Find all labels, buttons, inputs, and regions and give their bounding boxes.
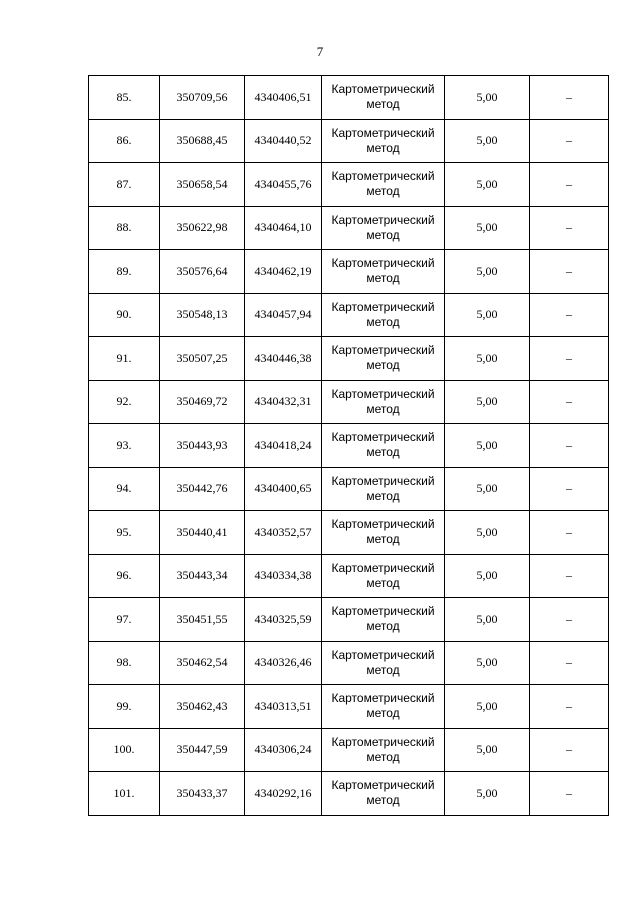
- method-cell: [322, 685, 445, 729]
- method-line-2: метод: [366, 227, 400, 242]
- table-row: [89, 772, 609, 816]
- y-coordinate-cell: 4340432,31: [245, 380, 322, 424]
- coordinates-table-body: [89, 76, 609, 816]
- method-cell: [322, 424, 445, 468]
- method-line-2: метод: [366, 575, 400, 590]
- description-cell: –: [530, 424, 609, 468]
- description-cell: –: [530, 641, 609, 685]
- table-row: [89, 119, 609, 163]
- method-line-2: метод: [366, 488, 400, 503]
- method-line-1: Картометрический: [331, 517, 435, 532]
- point-number-cell: 94.: [89, 467, 160, 511]
- point-number-cell: 92.: [89, 380, 160, 424]
- method-line-1: Картометрический: [331, 212, 435, 227]
- method-cell: [322, 641, 445, 685]
- method-line-2: метод: [366, 314, 400, 329]
- table-row: [89, 728, 609, 772]
- x-coordinate-cell: 350462,54: [160, 641, 245, 685]
- method-line-2: метод: [366, 401, 400, 416]
- x-coordinate-cell: 350688,45: [160, 119, 245, 163]
- y-coordinate-cell: 4340446,38: [245, 337, 322, 381]
- accuracy-cell: 5,00: [445, 685, 530, 729]
- method-line-2: метод: [366, 662, 400, 677]
- method-cell: [322, 163, 445, 207]
- y-coordinate-cell: 4340292,16: [245, 772, 322, 816]
- table-row: [89, 380, 609, 424]
- x-coordinate-cell: 350451,55: [160, 598, 245, 642]
- table-row: [89, 76, 609, 120]
- point-number-cell: 95.: [89, 511, 160, 555]
- method-line-2: метод: [366, 97, 400, 112]
- accuracy-cell: 5,00: [445, 119, 530, 163]
- method-cell: [322, 380, 445, 424]
- method-cell: [322, 293, 445, 337]
- method-cell: [322, 119, 445, 163]
- description-cell: –: [530, 119, 609, 163]
- description-cell: –: [530, 772, 609, 816]
- y-coordinate-cell: 4340326,46: [245, 641, 322, 685]
- page-number: 7: [316, 44, 324, 59]
- method-cell: [322, 511, 445, 555]
- method-line-1: Картометрический: [331, 343, 435, 358]
- accuracy-cell: 5,00: [445, 380, 530, 424]
- accuracy-cell: 5,00: [445, 206, 530, 250]
- method-line-2: метод: [366, 532, 400, 547]
- description-cell: –: [530, 293, 609, 337]
- table-row: [89, 467, 609, 511]
- method-line-1: Картометрический: [331, 604, 435, 619]
- method-line-2: метод: [366, 358, 400, 373]
- x-coordinate-cell: 350576,64: [160, 250, 245, 294]
- x-coordinate-cell: 350622,98: [160, 206, 245, 250]
- method-line-1: Картометрический: [331, 82, 435, 97]
- method-line-1: Картометрический: [331, 560, 435, 575]
- method-cell: [322, 76, 445, 120]
- method-line-2: метод: [366, 445, 400, 460]
- method-line-1: Картометрический: [331, 386, 435, 401]
- coordinates-table: [88, 75, 609, 816]
- y-coordinate-cell: 4340418,24: [245, 424, 322, 468]
- x-coordinate-cell: 350548,13: [160, 293, 245, 337]
- accuracy-cell: 5,00: [445, 598, 530, 642]
- x-coordinate-cell: 350443,34: [160, 554, 245, 598]
- description-cell: –: [530, 467, 609, 511]
- table-row: [89, 685, 609, 729]
- x-coordinate-cell: 350447,59: [160, 728, 245, 772]
- method-cell: [322, 772, 445, 816]
- y-coordinate-cell: 4340457,94: [245, 293, 322, 337]
- description-cell: –: [530, 76, 609, 120]
- x-coordinate-cell: 350658,54: [160, 163, 245, 207]
- table-row: [89, 554, 609, 598]
- y-coordinate-cell: 4340406,51: [245, 76, 322, 120]
- x-coordinate-cell: 350469,72: [160, 380, 245, 424]
- point-number-cell: 101.: [89, 772, 160, 816]
- method-line-2: метод: [366, 749, 400, 764]
- accuracy-cell: 5,00: [445, 250, 530, 294]
- method-line-1: Картометрический: [331, 734, 435, 749]
- y-coordinate-cell: 4340464,10: [245, 206, 322, 250]
- accuracy-cell: 5,00: [445, 772, 530, 816]
- point-number-cell: 85.: [89, 76, 160, 120]
- table-row: [89, 293, 609, 337]
- method-line-2: метод: [366, 140, 400, 155]
- accuracy-cell: 5,00: [445, 728, 530, 772]
- method-line-2: метод: [366, 706, 400, 721]
- accuracy-cell: 5,00: [445, 424, 530, 468]
- point-number-cell: 100.: [89, 728, 160, 772]
- y-coordinate-cell: 4340313,51: [245, 685, 322, 729]
- description-cell: –: [530, 554, 609, 598]
- point-number-cell: 93.: [89, 424, 160, 468]
- point-number-cell: 86.: [89, 119, 160, 163]
- accuracy-cell: 5,00: [445, 293, 530, 337]
- table-row: [89, 206, 609, 250]
- point-number-cell: 88.: [89, 206, 160, 250]
- description-cell: –: [530, 685, 609, 729]
- method-line-1: Картометрический: [331, 256, 435, 271]
- point-number-cell: 97.: [89, 598, 160, 642]
- y-coordinate-cell: 4340334,38: [245, 554, 322, 598]
- accuracy-cell: 5,00: [445, 337, 530, 381]
- table-row: [89, 424, 609, 468]
- method-line-1: Картометрический: [331, 647, 435, 662]
- method-line-1: Картометрический: [331, 430, 435, 445]
- method-line-2: метод: [366, 619, 400, 634]
- method-cell: [322, 728, 445, 772]
- description-cell: –: [530, 206, 609, 250]
- description-cell: –: [530, 728, 609, 772]
- description-cell: –: [530, 337, 609, 381]
- point-number-cell: 96.: [89, 554, 160, 598]
- table-row: [89, 250, 609, 294]
- method-line-1: Картометрический: [331, 473, 435, 488]
- point-number-cell: 98.: [89, 641, 160, 685]
- method-cell: [322, 250, 445, 294]
- point-number-cell: 89.: [89, 250, 160, 294]
- method-cell: [322, 554, 445, 598]
- accuracy-cell: 5,00: [445, 467, 530, 511]
- y-coordinate-cell: 4340462,19: [245, 250, 322, 294]
- point-number-cell: 99.: [89, 685, 160, 729]
- table-row: [89, 511, 609, 555]
- accuracy-cell: 5,00: [445, 641, 530, 685]
- table-row: [89, 337, 609, 381]
- description-cell: –: [530, 380, 609, 424]
- point-number-cell: 91.: [89, 337, 160, 381]
- method-line-1: Картометрический: [331, 169, 435, 184]
- method-cell: [322, 598, 445, 642]
- table-row: [89, 163, 609, 207]
- description-cell: –: [530, 250, 609, 294]
- accuracy-cell: 5,00: [445, 511, 530, 555]
- table-row: [89, 598, 609, 642]
- method-cell: [322, 467, 445, 511]
- method-line-1: Картометрический: [331, 299, 435, 314]
- method-cell: [322, 337, 445, 381]
- method-line-1: Картометрический: [331, 691, 435, 706]
- x-coordinate-cell: 350507,25: [160, 337, 245, 381]
- y-coordinate-cell: 4340306,24: [245, 728, 322, 772]
- description-cell: –: [530, 163, 609, 207]
- accuracy-cell: 5,00: [445, 554, 530, 598]
- method-line-2: метод: [366, 271, 400, 286]
- point-number-cell: 90.: [89, 293, 160, 337]
- y-coordinate-cell: 4340325,59: [245, 598, 322, 642]
- x-coordinate-cell: 350443,93: [160, 424, 245, 468]
- y-coordinate-cell: 4340455,76: [245, 163, 322, 207]
- y-coordinate-cell: 4340440,52: [245, 119, 322, 163]
- method-line-1: Картометрический: [331, 778, 435, 793]
- y-coordinate-cell: 4340352,57: [245, 511, 322, 555]
- method-line-1: Картометрический: [331, 125, 435, 140]
- method-line-2: метод: [366, 184, 400, 199]
- method-cell: [322, 206, 445, 250]
- method-line-2: метод: [366, 793, 400, 808]
- x-coordinate-cell: 350440,41: [160, 511, 245, 555]
- y-coordinate-cell: 4340400,65: [245, 467, 322, 511]
- x-coordinate-cell: 350433,37: [160, 772, 245, 816]
- x-coordinate-cell: 350442,76: [160, 467, 245, 511]
- point-number-cell: 87.: [89, 163, 160, 207]
- description-cell: –: [530, 598, 609, 642]
- x-coordinate-cell: 350709,56: [160, 76, 245, 120]
- table-row: [89, 641, 609, 685]
- description-cell: –: [530, 511, 609, 555]
- x-coordinate-cell: 350462,43: [160, 685, 245, 729]
- accuracy-cell: 5,00: [445, 163, 530, 207]
- accuracy-cell: 5,00: [445, 76, 530, 120]
